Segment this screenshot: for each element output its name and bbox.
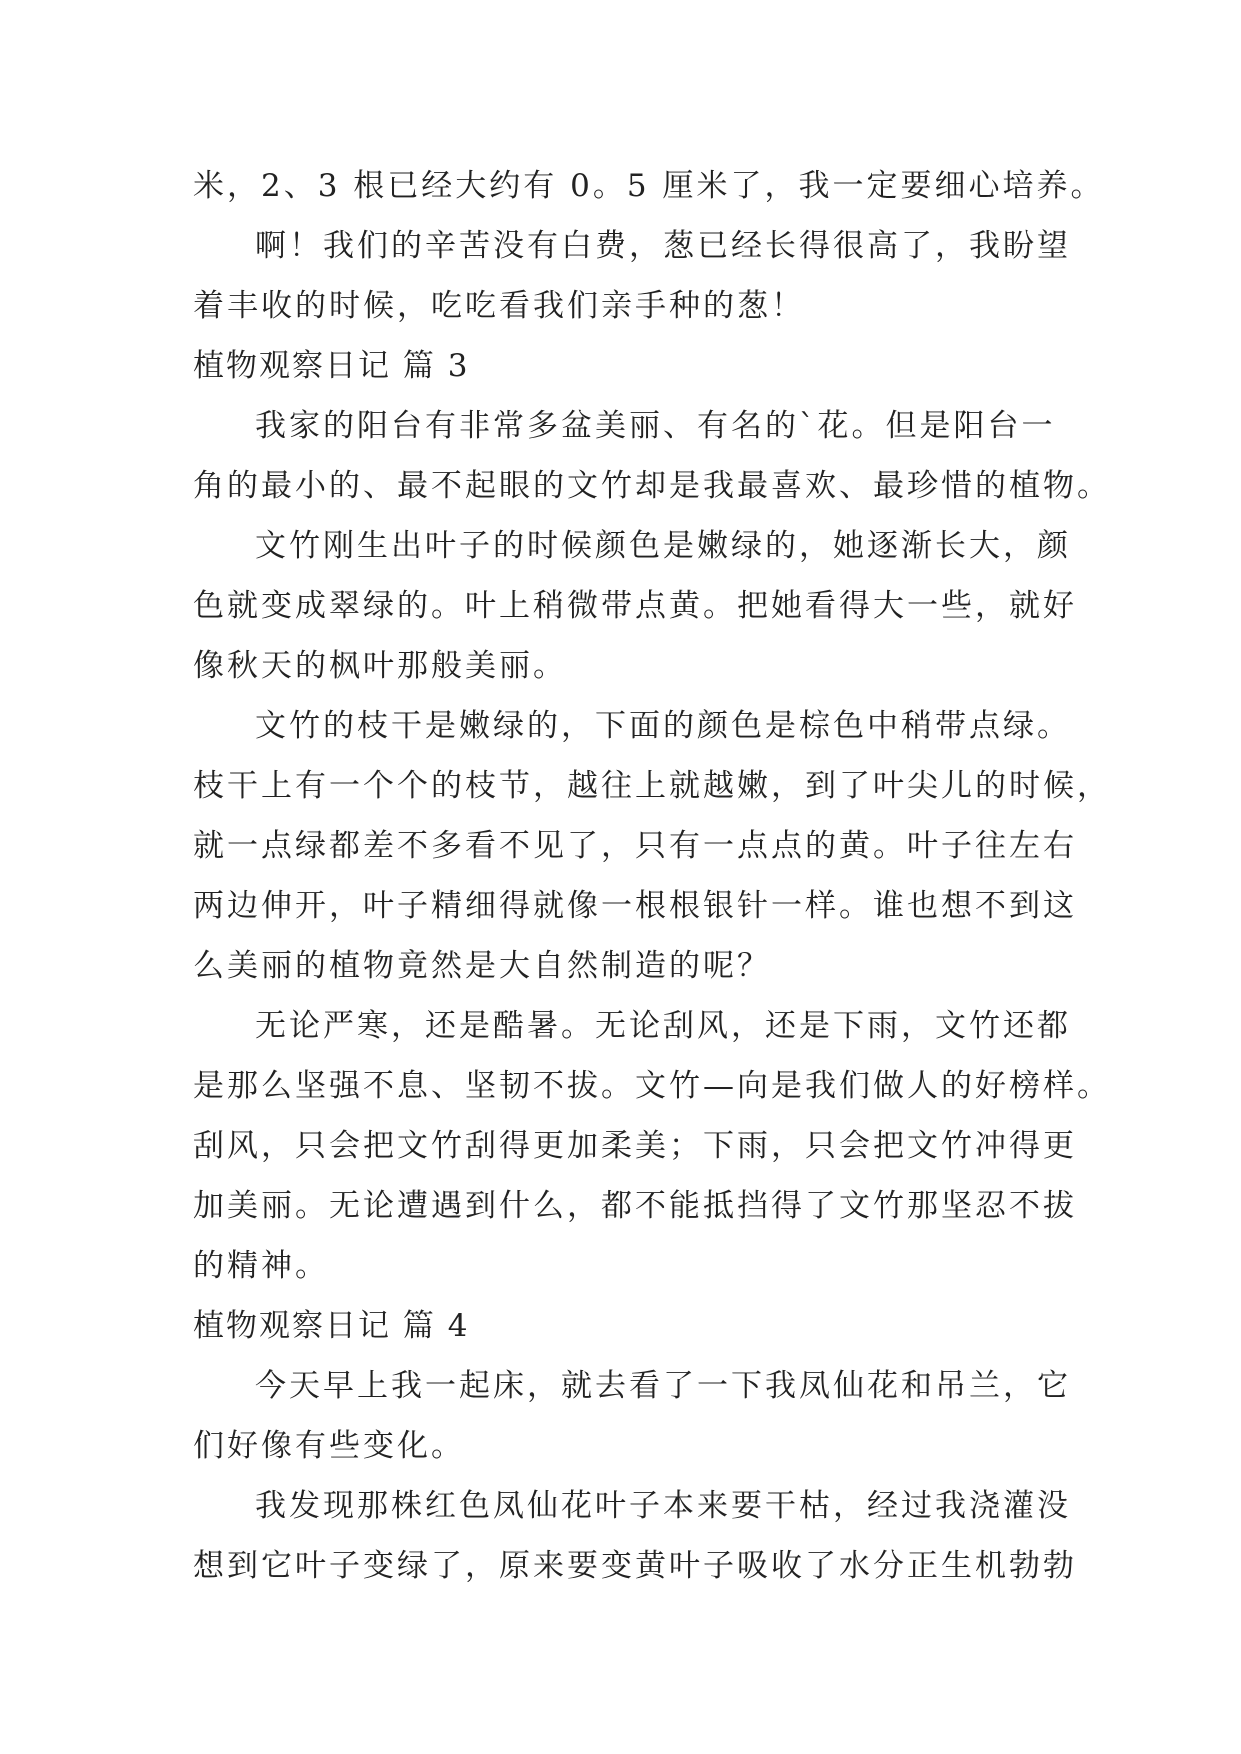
text-line: 想到它叶子变绿了，原来要变黄叶子吸收了水分正生机勃勃: [193, 1548, 1077, 1584]
paragraph-first-line: 今天早上我一起床，就去看了一下我凤仙花和吊兰，它: [255, 1368, 1071, 1404]
text-line: 像秋天的枫叶那般美丽。: [193, 648, 567, 684]
text-line: 么美丽的植物竟然是大自然制造的呢？: [193, 948, 771, 984]
text-line: 们好像有些变化。: [193, 1428, 465, 1464]
text-line: 两边伸开，叶子精细得就像一根根银针一样。谁也想不到这: [193, 888, 1077, 924]
section-heading: 植物观察日记 篇 3: [193, 348, 470, 384]
paragraph-first-line: 我发现那株红色凤仙花叶子本来要干枯，经过我浇灌没: [255, 1488, 1071, 1524]
paragraph-first-line: 文竹的枝干是嫩绿的，下面的颜色是棕色中稍带点绿。: [255, 708, 1071, 744]
text-line: 加美丽。无论遭遇到什么，都不能抵挡得了文竹那坚忍不拔: [193, 1188, 1077, 1224]
text-line: 枝干上有一个个的枝节，越往上就越嫩，到了叶尖儿的时候，: [193, 768, 1111, 804]
text-line: 是那么坚强不息、坚韧不拔。文竹—向是我们做人的好榜样。: [193, 1068, 1111, 1104]
text-line: 刮风，只会把文竹刮得更加柔美；下雨，只会把文竹冲得更: [193, 1128, 1077, 1164]
text-line: 着丰收的时候，吃吃看我们亲手种的葱！: [193, 288, 805, 324]
text-line: 的精神。: [193, 1248, 329, 1284]
section-heading: 植物观察日记 篇 4: [193, 1308, 470, 1344]
text-line: 米，2、3 根已经大约有 0。5 厘米了，我一定要细心培养。: [193, 168, 1105, 204]
paragraph-first-line: 我家的阳台有非常多盆美丽、有名的`花。但是阳台一: [255, 408, 1056, 444]
paragraph-first-line: 无论严寒，还是酷暑。无论刮风，还是下雨，文竹还都: [255, 1008, 1071, 1044]
text-line: 就一点绿都差不多看不见了，只有一点点的黄。叶子往左右: [193, 828, 1077, 864]
paragraph-first-line: 啊！我们的辛苦没有白费，葱已经长得很高了，我盼望: [255, 228, 1071, 264]
text-line: 角的最小的、最不起眼的文竹却是我最喜欢、最珍惜的植物。: [193, 468, 1111, 504]
paragraph-first-line: 文竹刚生出叶子的时候颜色是嫩绿的，她逐渐长大，颜: [255, 528, 1071, 564]
text-line: 色就变成翠绿的。叶上稍微带点黄。把她看得大一些，就好: [193, 588, 1077, 624]
